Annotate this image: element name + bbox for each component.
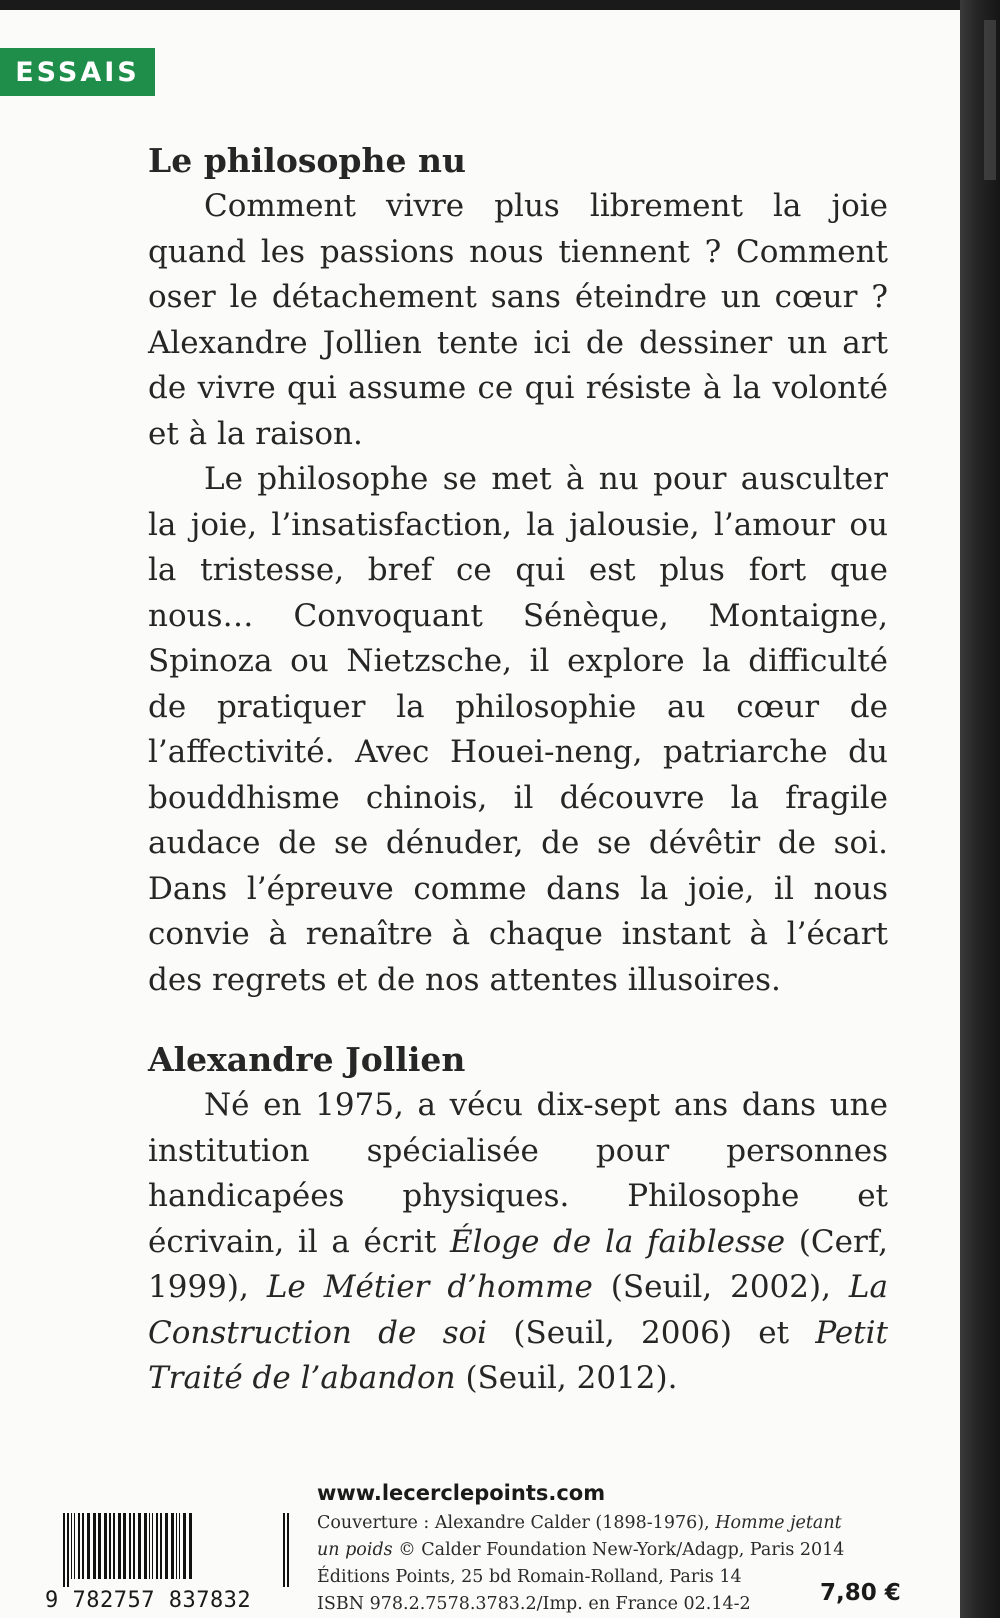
barcode-bar bbox=[176, 1513, 177, 1579]
bio-intro: Né en 1975, a vécu dix-sept ans dans une institution spécialisée pour personnes handicapées physiques. Philosophe et écrivain, il a écrit bbox=[148, 1087, 888, 1260]
barcode-bar bbox=[98, 1513, 101, 1579]
book-spine bbox=[960, 0, 1000, 1618]
barcode-bar bbox=[118, 1513, 121, 1579]
barcode-bar bbox=[82, 1513, 84, 1579]
barcode-bar bbox=[179, 1513, 180, 1579]
bio-publisher: (Seuil, 2002), bbox=[592, 1269, 849, 1305]
book-title: La Construction de soi bbox=[148, 1269, 888, 1351]
barcode-bar bbox=[74, 1513, 75, 1579]
book-title: Le Métier d’homme bbox=[266, 1269, 593, 1305]
credits-block bbox=[317, 1510, 845, 1618]
price-label: 7,80 € bbox=[820, 1580, 901, 1606]
barcode-bar bbox=[160, 1513, 162, 1579]
barcode-bar bbox=[149, 1513, 150, 1579]
barcode-bar bbox=[133, 1513, 135, 1579]
barcode-bar bbox=[156, 1513, 158, 1579]
barcode-bar bbox=[283, 1513, 285, 1587]
barcode-bar bbox=[71, 1513, 72, 1579]
book-title: Petit Traité de l’abandon bbox=[148, 1314, 889, 1396]
spine-logo-mark bbox=[984, 20, 996, 180]
barcode-bar bbox=[129, 1513, 131, 1579]
section-title-summary: Le philosophe nu bbox=[148, 141, 466, 180]
barcode-bar bbox=[113, 1513, 115, 1579]
barcode-digits: 9 782757 837832 bbox=[45, 1588, 252, 1613]
section-title-author: Alexandre Jollien bbox=[148, 1040, 466, 1079]
barcode-bar bbox=[109, 1513, 111, 1579]
barcode-bar bbox=[144, 1513, 147, 1579]
barcode-bar bbox=[63, 1513, 65, 1587]
bio-publisher: (Cerf, 1999), bbox=[148, 1223, 889, 1305]
barcode-bar bbox=[67, 1513, 69, 1587]
cover-credit-prefix: Couverture : Alexandre Calder (1898-1976), bbox=[317, 1513, 716, 1533]
cover-artwork-title: Homme jetant bbox=[715, 1513, 842, 1533]
barcode-bar bbox=[171, 1513, 174, 1579]
barcode-bar bbox=[165, 1513, 168, 1579]
barcode-bar bbox=[138, 1513, 141, 1579]
summary-paragraph-2: Le philosophe se met à nu pour ausculter la joie, l’insatisfaction, la jalousie, l’amour ou la tristesse, bref ce qui est plus fort que nous… Convoquant Sénèque, Montaigne, Spinoza ou Nietzsche, il explore la difficulté de pratiquer la philosophie au cœur de l’affectivité. Avec Houei-neng, patriarche du bouddhisme chinois, il découvre la fragile audace de se dénuder, de se dévêtir de soi. Dans l’épreuve comme dans la joie, il nous convie à renaître à chaque instant à l’écart des regrets et de nos attentes illusoires. bbox=[148, 461, 888, 998]
author-bio bbox=[148, 1083, 888, 1402]
barcode-bar bbox=[104, 1513, 107, 1579]
cover-credit-suffix: © Calder Foundation New-York/Adagp, Paris 2014 bbox=[392, 1540, 845, 1560]
bio-publisher: (Seuil, 2012). bbox=[455, 1360, 678, 1396]
barcode-bar bbox=[189, 1513, 192, 1579]
summary-paragraph-1: Comment vivre plus librement la joie quand les passions nous tiennent ? Comment oser le détachement sans éteindre un cœur ? Alexandre Jollien tente ici de dessiner un art de vivre qui assume ce qui résiste à la volonté et à la raison. bbox=[148, 188, 888, 452]
barcode-bar bbox=[152, 1513, 153, 1579]
publisher-address: Éditions Points, 25 bd Romain-Rolland, Paris 14 bbox=[317, 1567, 742, 1587]
barcode-bar bbox=[183, 1513, 186, 1579]
isbn-line: ISBN 978.2.7578.3783.2/Imp. en France 02.14-2 bbox=[317, 1594, 751, 1614]
back-cover-text bbox=[148, 138, 888, 1402]
barcode-bar bbox=[287, 1513, 289, 1587]
cover-credit-line bbox=[317, 1510, 842, 1537]
series-tag: ESSAIS bbox=[0, 48, 155, 96]
publisher-website: www.lecerclepoints.com bbox=[317, 1481, 606, 1505]
cover-credit-line bbox=[317, 1537, 845, 1564]
barcode-bar bbox=[123, 1513, 126, 1579]
cover-artwork-title: un poids bbox=[317, 1540, 393, 1560]
barcode-bars bbox=[45, 1513, 303, 1587]
bio-publisher: (Seuil, 2006) et bbox=[487, 1314, 816, 1351]
barcode-bar bbox=[78, 1513, 80, 1579]
book-title: Éloge de la faiblesse bbox=[450, 1223, 786, 1260]
barcode-bar bbox=[87, 1513, 90, 1579]
barcode-bar bbox=[93, 1513, 96, 1579]
